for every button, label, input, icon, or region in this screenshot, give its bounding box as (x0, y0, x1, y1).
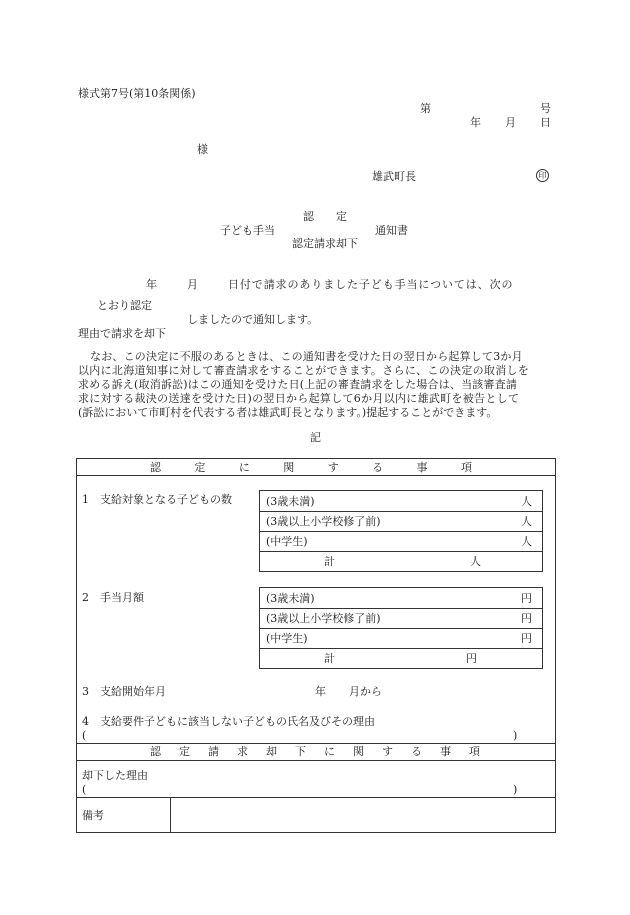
row-unit: 人 (521, 515, 532, 528)
kyakka-header-char: 事 (440, 745, 451, 758)
number-dai: 第 (420, 102, 431, 115)
number-gou: 号 (540, 102, 551, 115)
total-unit: 円 (466, 652, 477, 665)
date-tsuki: 月 (505, 116, 516, 129)
row-unit: 円 (521, 632, 532, 645)
item3-nen: 年 (315, 685, 326, 698)
kyakka-header-char: る (411, 745, 422, 758)
total-unit: 人 (470, 555, 481, 568)
allowance-box (259, 587, 543, 669)
allowance-row (260, 628, 542, 649)
date-nen: 年 (470, 116, 481, 129)
intro-tsuki: 月 (187, 278, 198, 291)
seal-stamp: 印 (536, 169, 549, 182)
row-unit: 人 (521, 535, 532, 548)
allowance-row (260, 588, 542, 609)
kyakka-header-char: 下 (295, 745, 306, 758)
item3-kara: 月から (349, 685, 382, 698)
kyakka-header-char: 定 (179, 745, 190, 758)
kyakka-header-char: 請 (208, 745, 219, 758)
notice-line5: (訴訟において市町村を代表する者は雄武町長となります。)提起することができます。 (78, 406, 498, 419)
nintei-header-char: 認 (150, 461, 161, 474)
allowance-row (260, 608, 542, 629)
kyakka-header-char: 認 (150, 745, 161, 758)
rejection-close-paren: ) (513, 783, 518, 796)
kyakka-header-char: す (382, 745, 393, 758)
row-unit: 人 (521, 495, 532, 508)
row-label: (中学生) (266, 632, 308, 645)
notice-line4: 求に対する裁決の送達を受けた日)の翌日から起算して6か月以内に雄武町を被告として (78, 392, 520, 405)
child-count-box (259, 490, 543, 572)
title-top: 認 定 (303, 210, 347, 223)
row-label: (3歳未満) (266, 592, 315, 605)
row-label: (中学生) (266, 535, 308, 548)
title-right: 通知書 (375, 224, 408, 237)
divider (76, 743, 556, 744)
nintei-header-char: 項 (460, 461, 472, 474)
form-number: 様式第7号(第10条関係) (78, 87, 196, 100)
ki-label: 記 (310, 431, 321, 444)
row-unit: 円 (521, 612, 532, 625)
child-count-row (260, 531, 542, 552)
nintei-header-char: る (372, 461, 384, 474)
nintei-header-char: 事 (416, 461, 428, 474)
total-label: 計 (324, 652, 335, 665)
kyakka-header-char: 関 (353, 745, 364, 758)
item4-open-paren: ( (82, 729, 87, 742)
nintei-header-char: す (327, 461, 339, 474)
intro-line3-left: 理由で請求を却下 (78, 327, 166, 340)
allowance-total-row (260, 648, 542, 669)
item2-label: 2 手当月額 (82, 591, 144, 604)
intro-line1: 日付で請求のありました子ども手当については、次の (228, 278, 514, 291)
rejection-reason-label: 却下した理由 (82, 769, 148, 782)
child-count-row (260, 491, 542, 512)
nintei-header-char: 関 (283, 461, 295, 474)
date-hi: 日 (540, 116, 551, 129)
issuer-name: 雄武町長 (372, 170, 416, 183)
divider (76, 760, 556, 761)
title-left: 子ども手当 (220, 224, 275, 237)
intro-line2-mid: しましたので通知します。 (187, 313, 319, 326)
child-count-row (260, 511, 542, 532)
item4-close-paren: ) (513, 729, 518, 742)
remarks-divider (170, 797, 171, 833)
kyakka-header-char: に (324, 745, 335, 758)
kyakka-header-char: 求 (237, 745, 248, 758)
rejection-open-paren: ( (82, 783, 87, 796)
item1-label: 1 支給対象となる子どもの数 (82, 493, 232, 506)
kyakka-header-char: 却 (266, 745, 277, 758)
divider (76, 797, 556, 798)
nintei-header-char: に (238, 461, 250, 474)
row-label: (3歳以上小学校修了前) (266, 515, 381, 528)
remarks-label: 備考 (82, 809, 104, 822)
item3-label: 3 支給開始年月 (82, 685, 166, 698)
addressee-sama: 様 (197, 143, 208, 156)
item4-label: 4 支給要件子どもに該当しない子どもの氏名及びその理由 (82, 715, 375, 728)
title-bottom: 認定請求却下 (292, 237, 358, 250)
row-label: (3歳未満) (266, 495, 315, 508)
row-label: (3歳以上小学校修了前) (266, 612, 381, 625)
row-unit: 円 (521, 592, 532, 605)
divider (76, 475, 556, 476)
notice-line2: 以内に北海道知事に対して審査請求をすることができます。さらに、この決定の取消しを (78, 364, 530, 377)
intro-nen: 年 (146, 278, 157, 291)
intro-line2-left: とおり認定 (97, 299, 152, 312)
total-label: 計 (324, 555, 335, 568)
notice-line1: なお、この決定に不服のあるときは、この通知書を受けた日の翌日から起算して3か月 (90, 350, 523, 363)
nintei-header (150, 462, 472, 473)
child-count-total-row (260, 551, 542, 572)
nintei-header-char: 定 (194, 461, 206, 474)
kyakka-header-char: 項 (469, 745, 480, 758)
notice-line3: 求める訴え(取消訴訟)はこの通知を受けた日(上記の審査請求をした場合は、当該審査請 (78, 378, 518, 391)
kyakka-header (150, 746, 480, 757)
